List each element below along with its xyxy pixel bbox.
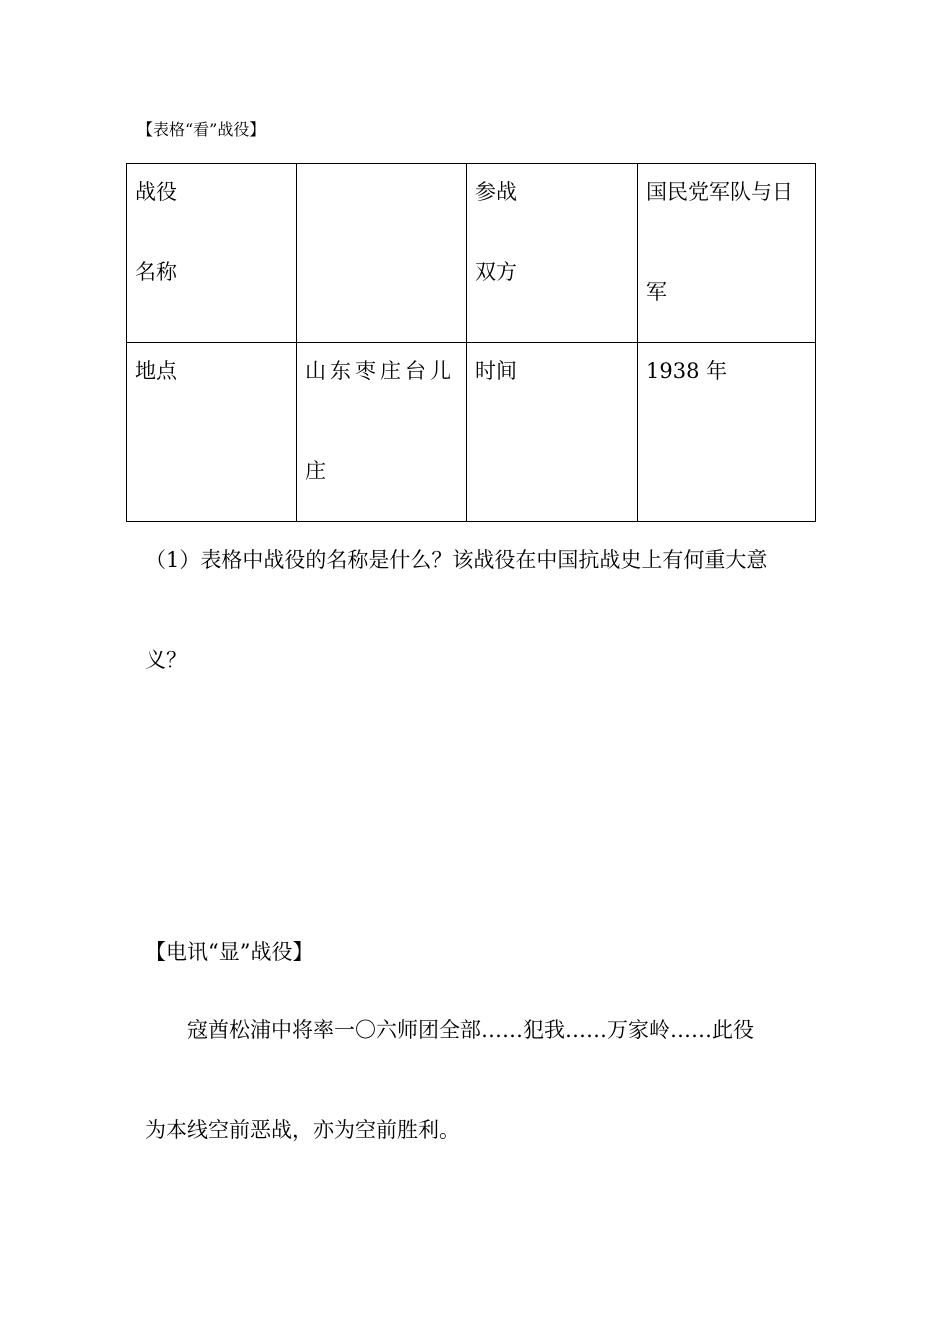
telegram-line: 寇酋松浦中将率一〇六师团全部……犯我……万家岭……此役: [187, 1018, 754, 1042]
table-cell-sides-value: [638, 164, 816, 343]
question-1: [145, 510, 825, 710]
table-cell-sides-label: [467, 164, 638, 343]
cell-text: 1938 年: [646, 359, 728, 383]
table-cell-location-label: [127, 343, 297, 522]
section-heading-telegram: 【电讯“显”战役】: [145, 940, 314, 964]
section-heading-table: 【表格“看”战役】: [137, 120, 266, 139]
table-cell-time-value: [638, 343, 816, 522]
battle-info-table: [126, 163, 816, 522]
table-row: [127, 343, 816, 522]
cell-text: 山东枣庄台儿: [305, 359, 455, 383]
telegram-line: 为本线空前恶战，亦为空前胜利。: [145, 1118, 460, 1142]
cell-text: 地点: [135, 359, 177, 383]
cell-text: 军: [646, 280, 667, 304]
table-cell-time-label: [467, 343, 638, 522]
cell-text: 时间: [475, 359, 517, 383]
table-cell-location-value: [297, 343, 467, 522]
question-line: （1）表格中战役的名称是什么？该战役在中国抗战史上有何重大意: [145, 548, 768, 572]
table-cell-battle-name-value: [297, 164, 467, 343]
cell-text: 名称: [135, 260, 177, 284]
table-cell-battle-name-label: [127, 164, 297, 343]
cell-text: 国民党军队与日: [646, 180, 793, 204]
telegram-paragraph: [145, 980, 825, 1180]
cell-text: 双方: [475, 260, 517, 284]
question-line: 义？: [145, 648, 187, 672]
cell-text: 参战: [475, 180, 517, 204]
cell-text: 战役: [135, 180, 177, 204]
cell-text: 庄: [305, 459, 326, 483]
table-row: [127, 164, 816, 343]
